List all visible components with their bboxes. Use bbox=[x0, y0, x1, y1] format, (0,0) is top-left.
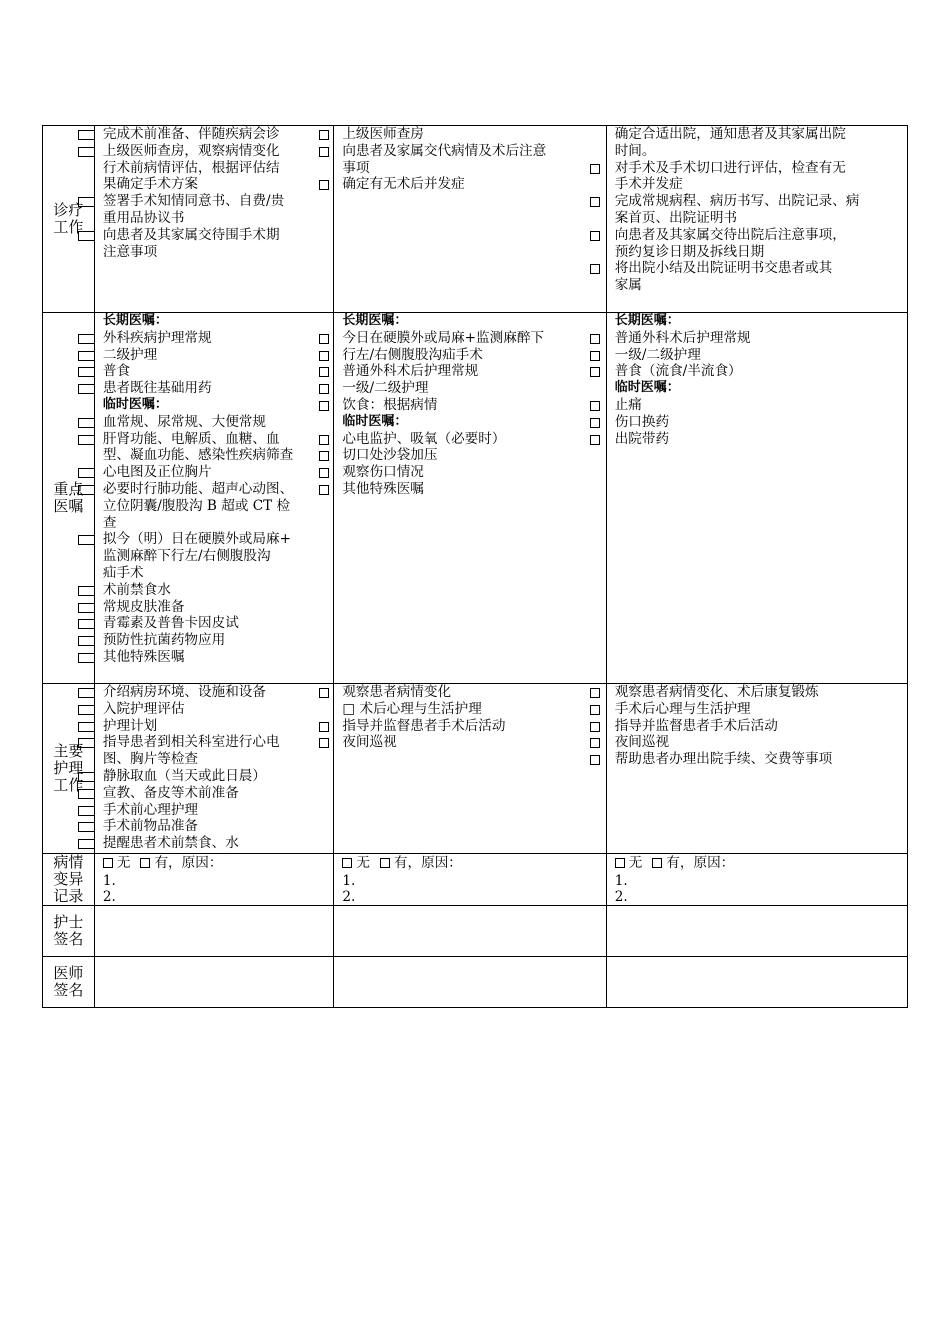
checkbox[interactable] bbox=[319, 485, 329, 495]
checkbox[interactable] bbox=[319, 435, 329, 445]
yes-label: 有，原因： bbox=[154, 855, 223, 871]
checkbox[interactable] bbox=[78, 705, 95, 715]
item-line: 图、胸片等检查 bbox=[102, 751, 199, 768]
nursing-header: 主要护理工作 bbox=[43, 684, 95, 853]
checkbox[interactable] bbox=[319, 688, 329, 698]
item-line: 心电图及正位胸片 bbox=[102, 464, 212, 481]
no-label: 无 bbox=[116, 855, 131, 871]
variance-row bbox=[43, 854, 907, 906]
nurse-sign-header: 护士签名 bbox=[43, 906, 95, 956]
item-line: 观察患者病情变化、术后康复锻炼 bbox=[614, 684, 819, 700]
item-line: 指导并监督患者手术后活动 bbox=[614, 717, 778, 734]
item-line: 普通外科术后护理常规 bbox=[614, 329, 751, 346]
checkbox[interactable] bbox=[78, 197, 95, 207]
variance-day2 bbox=[334, 854, 606, 905]
yes-label: 有，原因： bbox=[393, 855, 462, 871]
item-line: 一级/二级护理 bbox=[614, 346, 701, 363]
doctor-sign-row bbox=[43, 957, 907, 1007]
checkbox[interactable] bbox=[319, 451, 329, 461]
checkbox[interactable] bbox=[78, 603, 95, 613]
checkbox[interactable] bbox=[590, 688, 600, 698]
checkbox[interactable] bbox=[78, 636, 95, 646]
item-line: 介绍病房环境、设施和设备 bbox=[102, 684, 266, 700]
checkbox[interactable] bbox=[590, 367, 600, 377]
nurse-sign-row bbox=[43, 906, 907, 957]
yes-label: 有，原因： bbox=[666, 855, 735, 871]
doctor-sign-day2[interactable] bbox=[334, 957, 606, 1007]
variance-line-1[interactable]: 1. bbox=[342, 872, 356, 889]
checkbox[interactable] bbox=[319, 180, 329, 190]
item-line: 拟今（明）日在硬膜外或局麻+ bbox=[102, 531, 291, 548]
item-line: 案首页、出院证明书 bbox=[614, 209, 738, 226]
item-line: 指导并监督患者手术后活动 bbox=[342, 717, 506, 734]
checkbox[interactable] bbox=[78, 418, 95, 428]
variance-header: 病情变异记录 bbox=[43, 854, 95, 905]
item-line: 完成术前准备、伴随疾病会诊 bbox=[102, 126, 280, 142]
no-checkbox[interactable] bbox=[342, 858, 352, 868]
no-label: 无 bbox=[356, 855, 370, 871]
item-line: 必要时行肺功能、超声心动图、 bbox=[102, 480, 294, 497]
checkbox[interactable] bbox=[78, 535, 95, 545]
checkbox[interactable] bbox=[78, 653, 95, 663]
checkbox[interactable] bbox=[590, 264, 600, 274]
item-line: 常规皮肤准备 bbox=[102, 598, 185, 615]
yes-checkbox[interactable] bbox=[652, 858, 662, 868]
diagnosis-day3 bbox=[607, 126, 907, 312]
item-line: 预约复诊日期及拆线日期 bbox=[614, 243, 765, 260]
checkbox[interactable] bbox=[78, 806, 95, 816]
checkbox[interactable] bbox=[590, 418, 600, 428]
checkbox[interactable] bbox=[78, 619, 95, 629]
item-line: 手术前心理护理 bbox=[102, 801, 199, 818]
variance-line-1[interactable]: 1. bbox=[614, 872, 628, 889]
item-line: 家属 bbox=[614, 277, 642, 294]
nursing-day1 bbox=[95, 684, 334, 853]
item-line: 切口处沙袋加压 bbox=[342, 447, 438, 464]
orders-day3 bbox=[607, 313, 907, 683]
checkbox[interactable] bbox=[319, 401, 329, 411]
item-line: 上级医师查房，观察病情变化 bbox=[102, 142, 280, 159]
item-line: 静脉取血（当天或此日晨） bbox=[102, 767, 266, 784]
checkbox[interactable] bbox=[78, 688, 95, 698]
item-line: 护理计划 bbox=[102, 717, 158, 734]
yes-checkbox[interactable] bbox=[140, 858, 150, 868]
checkbox[interactable] bbox=[78, 789, 95, 799]
item-line: 长期医嘱： bbox=[342, 313, 408, 328]
checkbox[interactable] bbox=[78, 468, 95, 478]
item-line: 普通外科术后护理常规 bbox=[342, 363, 479, 380]
no-label: 无 bbox=[628, 855, 643, 871]
item-line: 果确定手术方案 bbox=[102, 176, 199, 193]
no-checkbox[interactable] bbox=[615, 858, 625, 868]
item-line: 疝手术 bbox=[102, 564, 144, 581]
item-line: 夜间巡视 bbox=[342, 734, 397, 751]
item-line: 入院护理评估 bbox=[102, 700, 185, 717]
item-line: 事项 bbox=[342, 159, 370, 176]
item-line: 外科疾病护理常规 bbox=[102, 329, 212, 346]
checkbox[interactable] bbox=[590, 738, 600, 748]
item-line: 行术前病情评估，根据评估结 bbox=[102, 159, 280, 176]
item-line: □ 术后心理与生活护理 bbox=[342, 700, 482, 717]
item-line: 确定合适出院，通知患者及其家属出院 bbox=[614, 126, 846, 142]
item-line: 帮助患者办理出院手续、交费等事项 bbox=[614, 751, 833, 768]
checkbox[interactable] bbox=[319, 738, 329, 748]
checkbox[interactable] bbox=[590, 334, 600, 344]
variance-line-2[interactable]: 2. bbox=[342, 889, 356, 905]
variance-line-1[interactable]: 1. bbox=[102, 872, 116, 889]
item-line: 重用品协议书 bbox=[102, 209, 185, 226]
checkbox[interactable] bbox=[78, 839, 95, 849]
item-line: 长期医嘱： bbox=[102, 313, 168, 328]
orders-header: 重点医嘱 bbox=[43, 313, 95, 683]
checkbox[interactable] bbox=[319, 130, 329, 140]
item-line: 时间。 bbox=[614, 142, 656, 159]
item-line: 伤口换药 bbox=[614, 413, 670, 430]
diagnosis-day1 bbox=[95, 126, 334, 312]
item-line: 预防性抗菌药物应用 bbox=[102, 632, 226, 649]
checkbox[interactable] bbox=[590, 705, 600, 715]
checkbox[interactable] bbox=[319, 722, 329, 732]
item-line: 普食（流食/半流食） bbox=[614, 363, 742, 380]
item-line: 二级护理 bbox=[102, 346, 158, 363]
item-line: 今日在硬膜外或局麻+监测麻醉下 bbox=[342, 329, 545, 346]
item-line: 其他特殊医嘱 bbox=[342, 480, 424, 497]
checkbox[interactable] bbox=[78, 130, 95, 140]
item-line: 观察患者病情变化 bbox=[342, 684, 452, 700]
checkbox[interactable] bbox=[319, 367, 329, 377]
item-line: 上级医师查房 bbox=[342, 126, 424, 142]
clinical-pathway-table bbox=[42, 125, 908, 1008]
item-line: 止痛 bbox=[614, 396, 642, 413]
checkbox[interactable] bbox=[78, 231, 95, 241]
checkbox[interactable] bbox=[319, 147, 329, 157]
item-line: 临时医嘱： bbox=[342, 413, 408, 429]
checkbox[interactable] bbox=[590, 722, 600, 732]
variance-line-2[interactable]: 2. bbox=[102, 889, 116, 905]
item-line: 向患者及其家属交待围手术期 bbox=[102, 226, 280, 243]
nursing-day2 bbox=[334, 684, 606, 853]
item-line: 观察伤口情况 bbox=[342, 464, 424, 481]
item-line: 心电监护、吸氧（必要时） bbox=[342, 430, 506, 447]
diagnosis-day2 bbox=[334, 126, 606, 312]
item-line: 监测麻醉下行左/右侧腹股沟 bbox=[102, 548, 271, 565]
item-line: 注意事项 bbox=[102, 243, 158, 260]
item-line: 血常规、尿常规、大便常规 bbox=[102, 413, 266, 430]
orders-day2 bbox=[334, 313, 606, 683]
checkbox[interactable] bbox=[319, 334, 329, 344]
checkbox[interactable] bbox=[78, 351, 95, 361]
item-line: 提醒患者术前禁食、水 bbox=[102, 835, 239, 852]
item-line: 肝肾功能、电解质、血糖、血 bbox=[102, 430, 280, 447]
item-line: 饮食：根据病情 bbox=[342, 396, 438, 413]
nursing-row bbox=[43, 684, 907, 854]
checkbox[interactable] bbox=[78, 722, 95, 732]
variance-line-2[interactable]: 2. bbox=[614, 889, 628, 905]
item-line: 指导患者到相关科室进行心电 bbox=[102, 734, 280, 751]
checkbox[interactable] bbox=[78, 334, 95, 344]
checkbox[interactable] bbox=[78, 772, 95, 782]
nurse-sign-day2[interactable] bbox=[334, 906, 606, 956]
item-line: 临时医嘱： bbox=[102, 396, 168, 412]
nursing-day3 bbox=[607, 684, 907, 853]
item-line: 完成常规病程、病历书写、出院记录、病 bbox=[614, 193, 860, 210]
item-line: 术前禁食水 bbox=[102, 581, 171, 598]
item-line: 行左/右侧腹股沟疝手术 bbox=[342, 346, 483, 363]
checkbox[interactable] bbox=[78, 367, 95, 377]
diagnosis-row bbox=[43, 126, 907, 313]
checkbox[interactable] bbox=[590, 435, 600, 445]
checkbox[interactable] bbox=[78, 738, 95, 748]
checkbox[interactable] bbox=[590, 197, 600, 207]
variance-day3 bbox=[607, 854, 907, 905]
item-line: 普食 bbox=[102, 363, 131, 380]
orders-day1 bbox=[95, 313, 334, 683]
doctor-sign-header: 医师签名 bbox=[43, 957, 95, 1007]
item-line: 向患者及其家属交待出院后注意事项， bbox=[614, 226, 846, 243]
item-line: 向患者及家属交代病情及术后注意 bbox=[342, 142, 547, 159]
item-line: 对手术及手术切口进行评估，检查有无 bbox=[614, 159, 846, 176]
item-line: 立位阴囊/腹股沟 B 超或 CT 检 bbox=[102, 497, 291, 514]
checkbox[interactable] bbox=[78, 586, 95, 596]
checkbox[interactable] bbox=[78, 822, 95, 832]
item-line: 签署手术知情同意书、自费/贵 bbox=[102, 193, 285, 210]
doctor-sign-day3[interactable] bbox=[607, 957, 907, 1007]
item-line: 长期医嘱： bbox=[614, 313, 680, 328]
item-line: 宣教、备皮等术前准备 bbox=[102, 784, 239, 801]
item-line: 型、凝血功能、感染性疾病筛查 bbox=[102, 447, 294, 464]
variance-day1 bbox=[95, 854, 334, 905]
item-line: 一级/二级护理 bbox=[342, 380, 429, 397]
checkbox[interactable] bbox=[78, 147, 95, 157]
item-line: 确定有无术后并发症 bbox=[342, 176, 465, 193]
checkbox[interactable] bbox=[319, 384, 329, 394]
checkbox[interactable] bbox=[590, 351, 600, 361]
nurse-sign-day1[interactable] bbox=[95, 906, 334, 956]
checkbox[interactable] bbox=[78, 485, 95, 495]
no-checkbox[interactable] bbox=[103, 858, 113, 868]
item-line: 其他特殊医嘱 bbox=[102, 648, 185, 665]
item-line: 临时医嘱： bbox=[614, 380, 680, 396]
checkbox[interactable] bbox=[78, 384, 95, 394]
checkbox[interactable] bbox=[590, 755, 600, 765]
item-line: 手术前物品准备 bbox=[102, 818, 199, 835]
item-line: 手术后心理与生活护理 bbox=[614, 700, 751, 717]
item-line: 手术并发症 bbox=[614, 176, 683, 193]
nurse-sign-day3[interactable] bbox=[607, 906, 907, 956]
checkbox[interactable] bbox=[590, 164, 600, 174]
doctor-sign-day1[interactable] bbox=[95, 957, 334, 1007]
checkbox[interactable] bbox=[319, 351, 329, 361]
item-line: 夜间巡视 bbox=[614, 734, 670, 751]
checkbox[interactable] bbox=[590, 231, 600, 241]
item-line: 将出院小结及出院证明书交患者或其 bbox=[614, 260, 833, 277]
item-line: 查 bbox=[102, 514, 117, 531]
checkbox[interactable] bbox=[78, 435, 95, 445]
diagnosis-header: 诊疗工作 bbox=[43, 126, 95, 312]
yes-checkbox[interactable] bbox=[380, 858, 390, 868]
item-line: 患者既往基础用药 bbox=[102, 380, 212, 397]
checkbox[interactable] bbox=[319, 468, 329, 478]
orders-row bbox=[43, 313, 907, 684]
item-line: 出院带药 bbox=[614, 430, 670, 447]
checkbox[interactable] bbox=[590, 401, 600, 411]
item-line: 青霉素及普鲁卡因皮试 bbox=[102, 615, 239, 632]
